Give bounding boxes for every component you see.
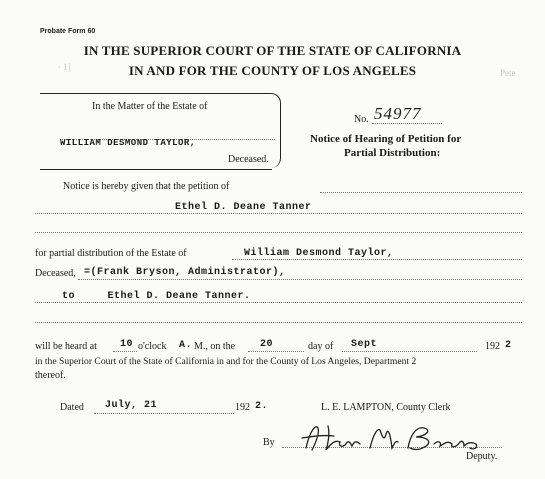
dated-year-prefix: 192 (235, 402, 250, 413)
caption-box-bottom-rule (40, 169, 272, 170)
county-clerk: L. E. LAMPTON, County Clerk (321, 402, 451, 413)
petitioner-name: Ethel D. Deane Tanner (175, 202, 312, 213)
court-title-line1: IN THE SUPERIOR COURT OF THE STATE OF CALIFORNIA (83, 43, 462, 58)
decedent-name: WILLIAM DESMOND TAYLOR, (60, 138, 196, 148)
blank-line (35, 232, 522, 233)
dated-line (94, 413, 234, 414)
hearing-year-digit: 2 (505, 340, 512, 351)
year-prefix: 192 (485, 341, 500, 352)
dated-value: July, 21 (105, 400, 158, 411)
document-title-line2: Partial Distribution: (344, 147, 441, 159)
dated-year-digit: 2. (255, 401, 269, 412)
estate-line (232, 259, 522, 260)
court-department-line: in the Superior Court of the State of California in and for the County of Los Angeles, Department 2 (35, 356, 417, 367)
blank-line-2 (35, 322, 522, 323)
by-label: By (263, 437, 275, 448)
estate-label: for partial distribution of the Estate of (35, 248, 187, 259)
administrator-line (78, 279, 522, 280)
thereof-label: thereof. (35, 370, 66, 381)
administrator: =(Frank Bryson, Administrator), (84, 267, 286, 278)
estate-matter-label: In the Matter of the Estate of (92, 101, 208, 112)
day-line (248, 351, 304, 352)
recipient: to Ethel D. Deane Tanner. (62, 291, 251, 302)
case-number-prefix: No. (354, 114, 369, 125)
dated-label: Dated (60, 402, 84, 413)
m-on-label: M., on the (194, 341, 236, 352)
deceased-label: Deceased. (228, 154, 269, 165)
deceased-inline-label: Deceased, (35, 268, 76, 279)
court-title-line2: IN AND FOR THE COUNTY OF LOS ANGELES (128, 63, 417, 78)
form-number: Probate Form 60 (40, 28, 96, 35)
oclock-label: o'clock (138, 341, 167, 352)
recipient-line (35, 302, 522, 303)
signature-text: Helen M. Beers (300, 420, 307, 421)
heard-label: will be heard at (35, 341, 97, 352)
hearing-hour: 10 (120, 339, 134, 350)
case-number: 54977 (374, 104, 422, 123)
hearing-month: Sept (351, 339, 378, 350)
estate-name: William Desmond Taylor, (244, 248, 394, 259)
hour-line (113, 351, 137, 352)
day-of-label: day of (308, 341, 334, 352)
deputy-signature (300, 420, 500, 454)
notice-line (320, 192, 522, 193)
document-title-line1: Notice of Hearing of Petition for (310, 133, 462, 145)
petitioner-line (35, 213, 522, 214)
hearing-day: 20 (260, 339, 274, 350)
month-line (342, 351, 477, 352)
deputy-label: Deputy. (466, 451, 498, 462)
bleed-through-mark: · 1] (58, 62, 71, 72)
bleed-through-mark: Pete (500, 68, 516, 78)
am-pm: A. (179, 340, 193, 351)
notice-intro: Notice is hereby given that the petition of (63, 181, 230, 192)
